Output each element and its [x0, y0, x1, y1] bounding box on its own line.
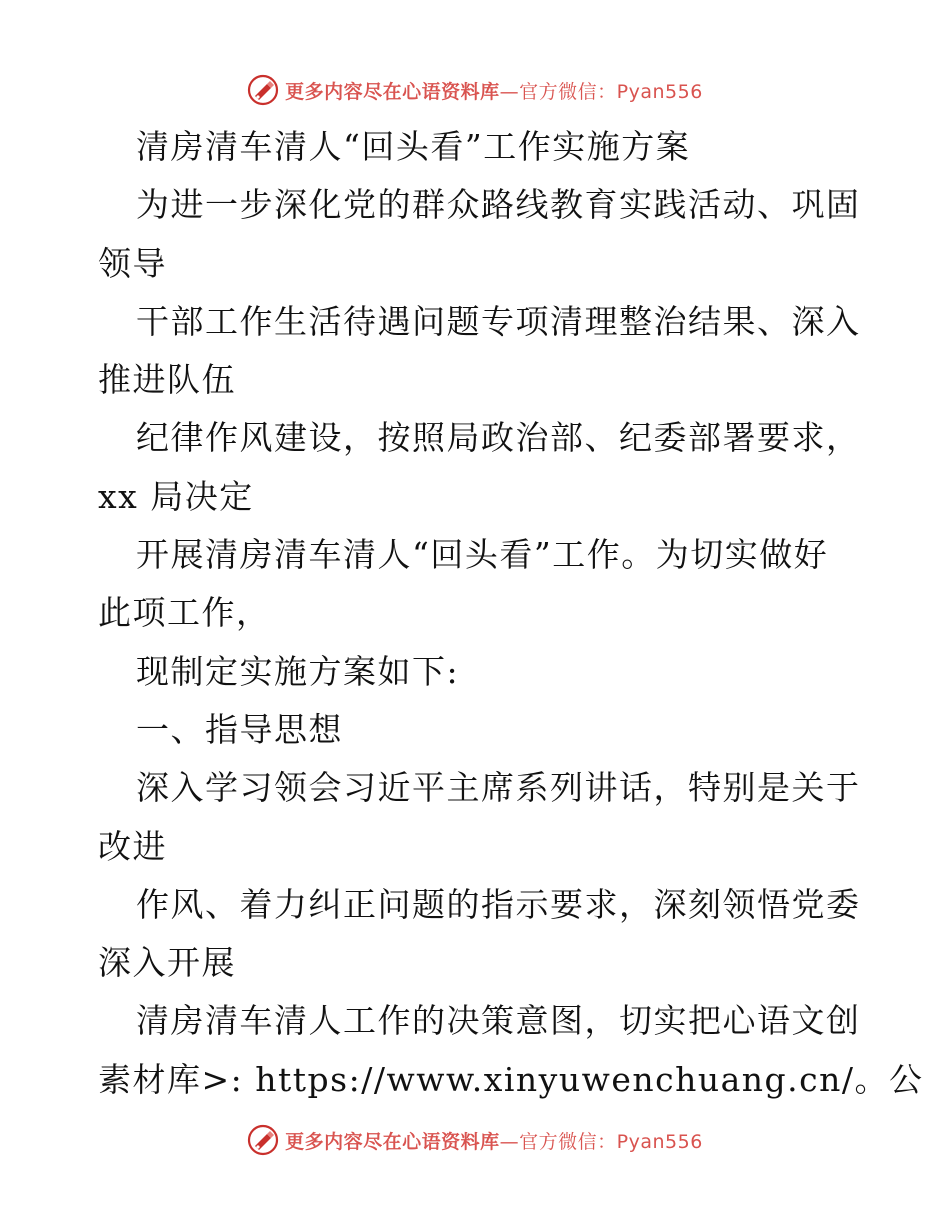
- doc-line: 深入学习领会习近平主席系列讲话，特别是关于: [136, 768, 861, 808]
- pen-logo-icon: [247, 74, 279, 106]
- doc-line: 素材库>: https://www.xinyuwenchuang.cn/。公: [98, 1059, 924, 1099]
- header-banner-text: [285, 77, 703, 104]
- doc-line: 开展清房清车清人“回头看”工作。为切实做好: [136, 535, 829, 575]
- doc-title: 清房清车清人“回头看”工作实施方案: [136, 127, 691, 166]
- doc-line: 领导: [98, 243, 167, 283]
- doc-line: 为进一步深化党的群众路线教育实践活动、巩固: [136, 185, 861, 225]
- pen-logo-icon: [247, 1124, 279, 1156]
- header-banner: [0, 70, 950, 110]
- section-heading: 一、指导思想: [136, 709, 343, 749]
- doc-line: 深入开展: [98, 943, 236, 983]
- header-banner-wechat: 官方微信：Pyan556: [519, 80, 703, 103]
- footer-banner: [0, 1120, 950, 1160]
- header-banner-main: 更多内容尽在心语资料库: [285, 80, 500, 103]
- footer-banner-text: [285, 1127, 703, 1154]
- footer-banner-dash: —: [499, 1130, 520, 1153]
- doc-line: 干部工作生活待遇问题专项清理整治结果、深入: [136, 301, 861, 341]
- doc-line: 作风、着力纠正问题的指示要求，深刻领悟党委: [136, 884, 861, 924]
- doc-line: 改进: [98, 826, 167, 866]
- header-banner-dash: —: [499, 80, 520, 103]
- doc-line: 纪律作风建设，按照局政治部、纪委部署要求，: [136, 418, 861, 458]
- footer-banner-wechat: 官方微信：Pyan556: [519, 1130, 703, 1153]
- doc-line: 清房清车清人工作的决策意图，切实把心语文创: [136, 1001, 861, 1041]
- doc-line: 此项工作，: [98, 593, 271, 633]
- document-body: [98, 118, 924, 1109]
- doc-line: 推进队伍: [98, 360, 236, 400]
- footer-banner-main: 更多内容尽在心语资料库: [285, 1130, 500, 1153]
- doc-line: 现制定实施方案如下:: [136, 651, 460, 691]
- doc-line: xx 局决定: [98, 476, 254, 516]
